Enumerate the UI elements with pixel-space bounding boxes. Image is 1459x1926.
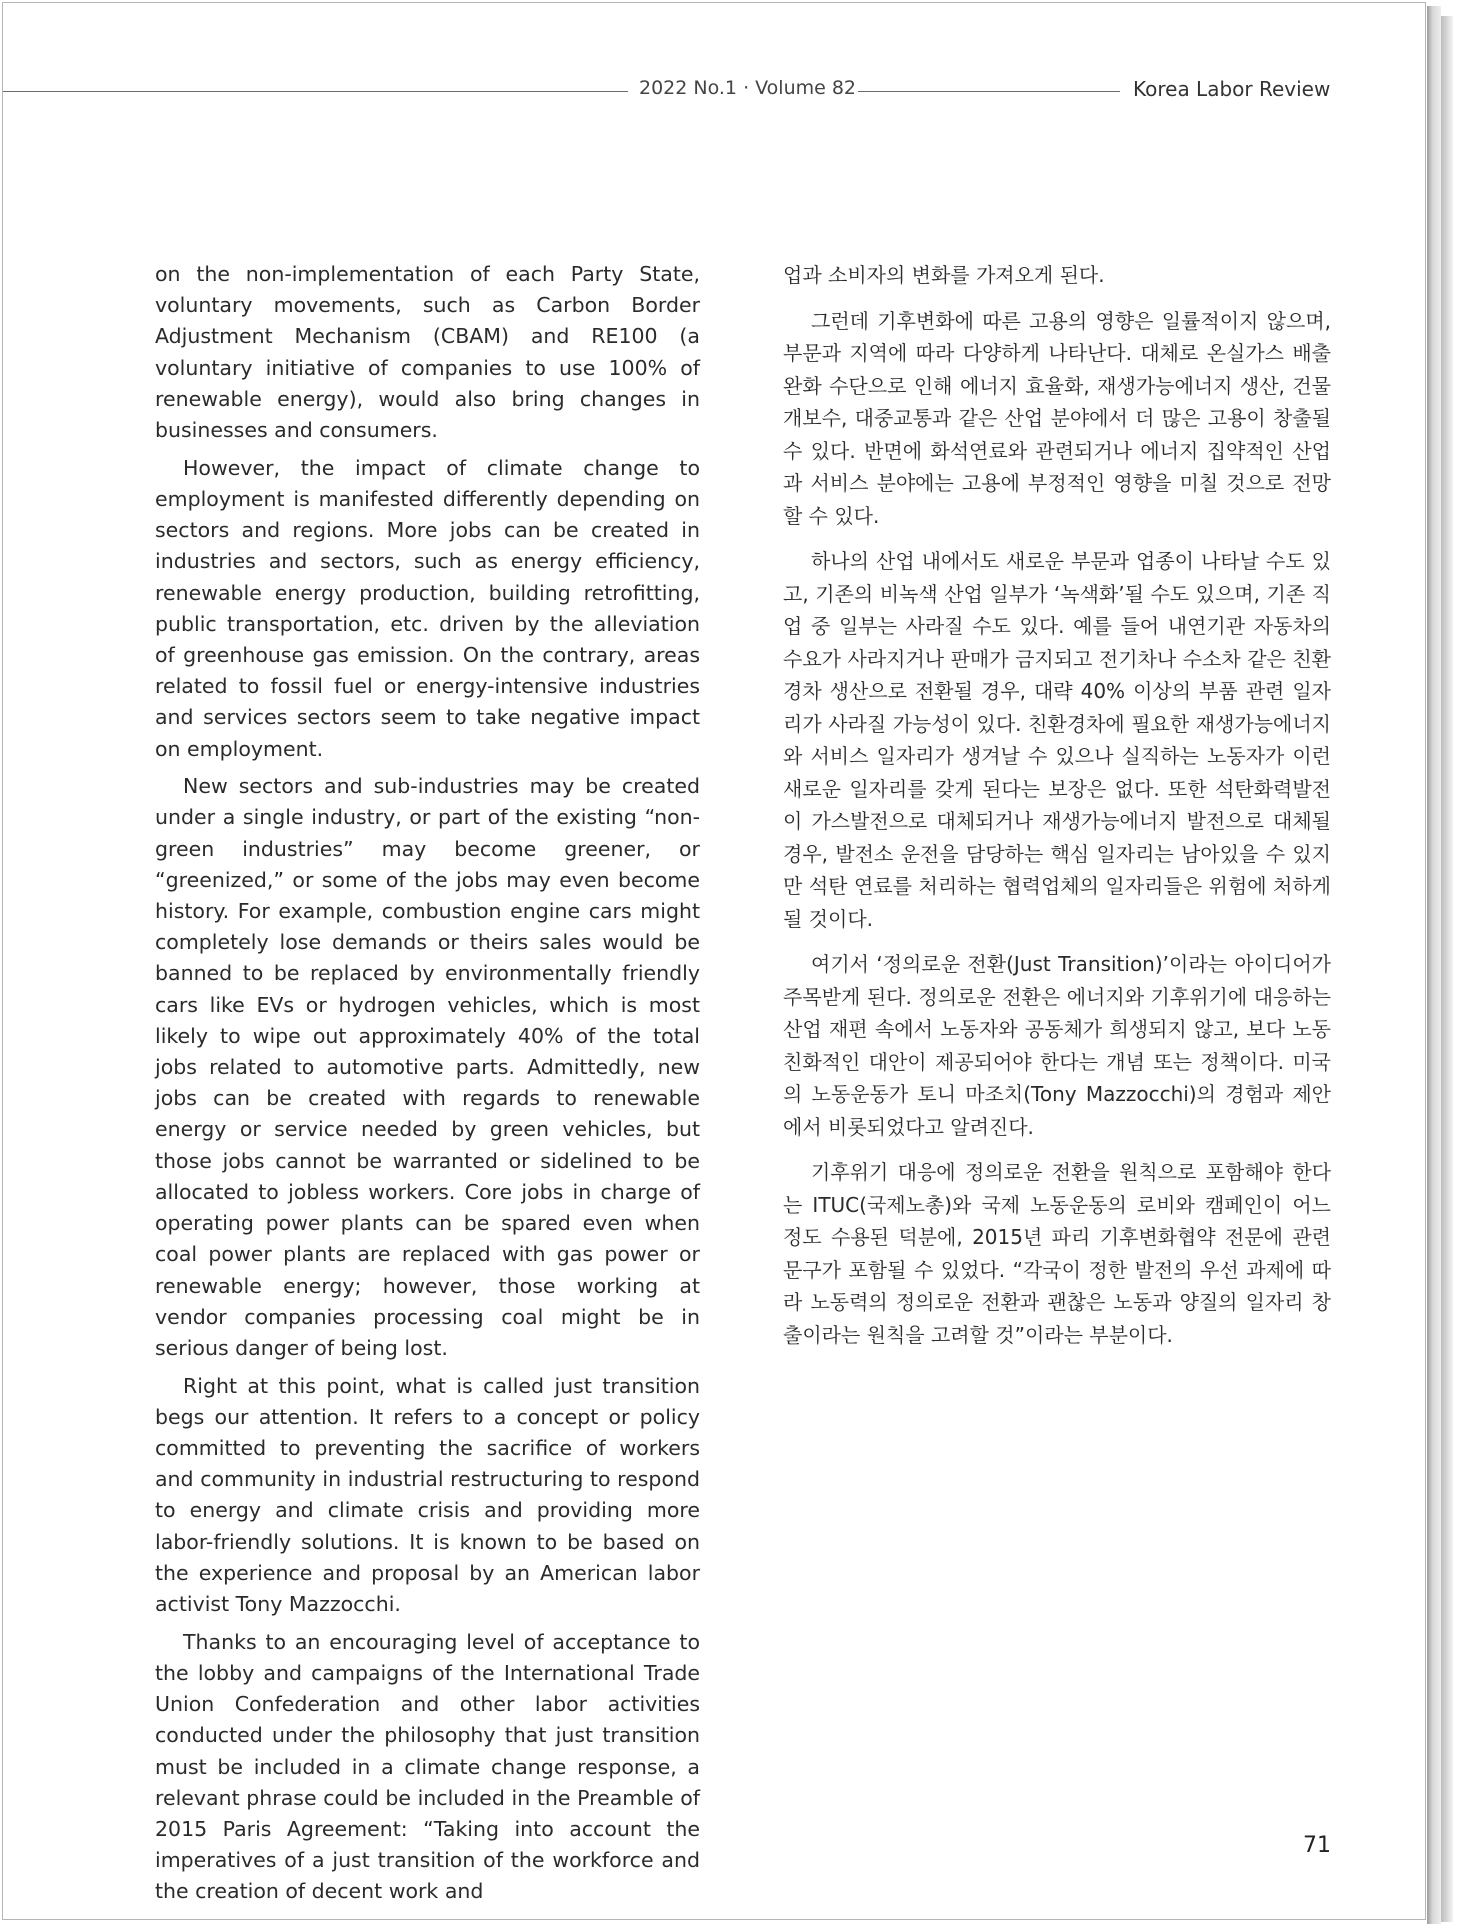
paragraph: on the non-implementation of each Party State, voluntary movements, such as Carbon Border Adjustment Mechanism (CBAM) and RE100 (a voluntary initiative of companies to use 100% of renewable energy), would also bring changes in businesses and consumers.: [155, 262, 700, 443]
paragraph: 여기서 ‘정의로운 전환(Just Transition)’이라는 아이디어가 주목받게 된다. 정의로운 전환은 에너지와 기후위기에 대응하는 산업 재편 속에서 노동자와 공동체가 희생되지 않고, 보다 노동친화적인 대안이 제공되어야 한다는 개념 또는 정책이다. 미국의 노동운동가 토니 마조치(Tony Mazzocchi)의 경험과 제안에서 비롯되었다고 알려진다.: [783, 952, 1331, 1139]
running-header: [3, 77, 1333, 107]
paragraph: Right at this point, what is called just transition begs our attention. It refers to a concept or policy committed to preventing the sacrifice of workers and community in industrial restructuring to respond to energy and climate crisis and providing more labor-friendly solutions. It is known to be based on the experience and proposal by an American labor activist Tony Mazzocchi.: [155, 1373, 700, 1617]
paragraph: 그런데 기후변화에 따른 고용의 영향은 일률적이지 않으며, 부문과 지역에 따라 다양하게 나타난다. 대체로 온실가스 배출 완화 수단으로 인해 에너지 효율화, 재생가능에너지 생산, 건물 개보수, 대중교통과 같은 산업 분야에서 더 많은 고용이 창출될 수 있다. 반면에 화석연료와 관련되거나 에너지 집약적인 산업과 서비스 분야에는 고용에 부정적인 영향을 미칠 것으로 전망할 수 있다.: [783, 308, 1331, 528]
paragraph: Thanks to an encouraging level of acceptance to the lobby and campaigns of the International Trade Union Confederation and other labor activities conducted under the philosophy that just transition must be included in a climate change response, a relevant phrase could be included in the Preamble of 2015 Paris Agreement: “Taking into account the imperatives of a just transition of the workforce and the creation of decent work and: [155, 1629, 700, 1904]
korean-column: [783, 259, 1331, 1364]
issue-label: 2022 No.1 · Volume 82: [639, 77, 857, 99]
paragraph: New sectors and sub-industries may be created under a single industry, or part of the existing “non-green industries” may become greener, or “greenized,” or some of the jobs may even become history. For example, combustion engine cars might completely lose demands or theirs sales would be banned to be replaced by environmentally friendly cars like EVs or hydrogen vehicles, which is most likely to wipe out approximately 40% of the total jobs related to automotive parts. Admittedly, new jobs can be created with regards to renewable energy or service needed by green vehicles, but those jobs cannot be warranted or sidelined to be allocated to jobless workers. Core jobs in charge of operating power plants can be spared even when coal power plants are replaced with gas power or renewable energy; however, those working at vendor companies processing coal might be in serious danger of being lost.: [155, 774, 700, 1360]
page-edge-shadow: [1441, 16, 1453, 1922]
header-rule-left: [3, 91, 628, 92]
paragraph: 업과 소비자의 변화를 가져오게 된다.: [783, 263, 1105, 287]
page-number: 71: [1303, 1833, 1331, 1858]
header-rule-right: [858, 91, 1120, 92]
journal-title: Korea Labor Review: [1133, 77, 1331, 101]
paragraph: 하나의 산업 내에서도 새로운 부문과 업종이 나타날 수도 있고, 기존의 비녹색 산업 일부가 ‘녹색화’될 수도 있으며, 기존 직업 중 일부는 사라질 수도 있다. 예를 들어 내연기관 자동차의 수요가 사라지거나 판매가 금지되고 전기차나 수소차 같은 친환경차 생산으로 전환될 경우, 대략 40% 이상의 부품 관련 일자리가 사라질 가능성이 있다. 친환경차에 필요한 재생가능에너지와 서비스 일자리가 생겨날 수 있으나 실직하는 노동자가 이런 새로운 일자리를 갖게 된다는 보장은 없다. 또한 석탄화력발전이 가스발전으로 대체되거나 재생가능에너지 발전으로 대체될 경우, 발전소 운전을 담당하는 핵심 일자리는 남아있을 수 있지만 석탄 연료를 처리하는 협력업체의 일자리들은 위험에 처하게 될 것이다.: [783, 549, 1331, 931]
english-column: [155, 259, 700, 1914]
page: [2, 2, 1426, 1920]
page-edge-shadow: [1427, 6, 1441, 1924]
paragraph: However, the impact of climate change to employment is manifested differently depending on sectors and regions. More jobs can be created in industries and sectors, such as energy efficiency, renewable energy production, building retrofitting, public transportation, etc. driven by the alleviation of greenhouse gas emission. On the contrary, areas related to fossil fuel or energy-intensive industries and services sectors seem to take negative impact on employment.: [155, 455, 700, 761]
paragraph: 기후위기 대응에 정의로운 전환을 원칙으로 포함해야 한다는 ITUC(국제노총)와 국제 노동운동의 로비와 캠페인이 어느 정도 수용된 덕분에, 2015년 파리 기후변화협약 전문에 관련 문구가 포함될 수 있었다. “각국이 정한 발전의 우선 과제에 따라 노동력의 정의로운 전환과 괜찮은 노동과 양질의 일자리 창출이라는 원칙을 고려할 것”이라는 부분이다.: [783, 1160, 1331, 1347]
